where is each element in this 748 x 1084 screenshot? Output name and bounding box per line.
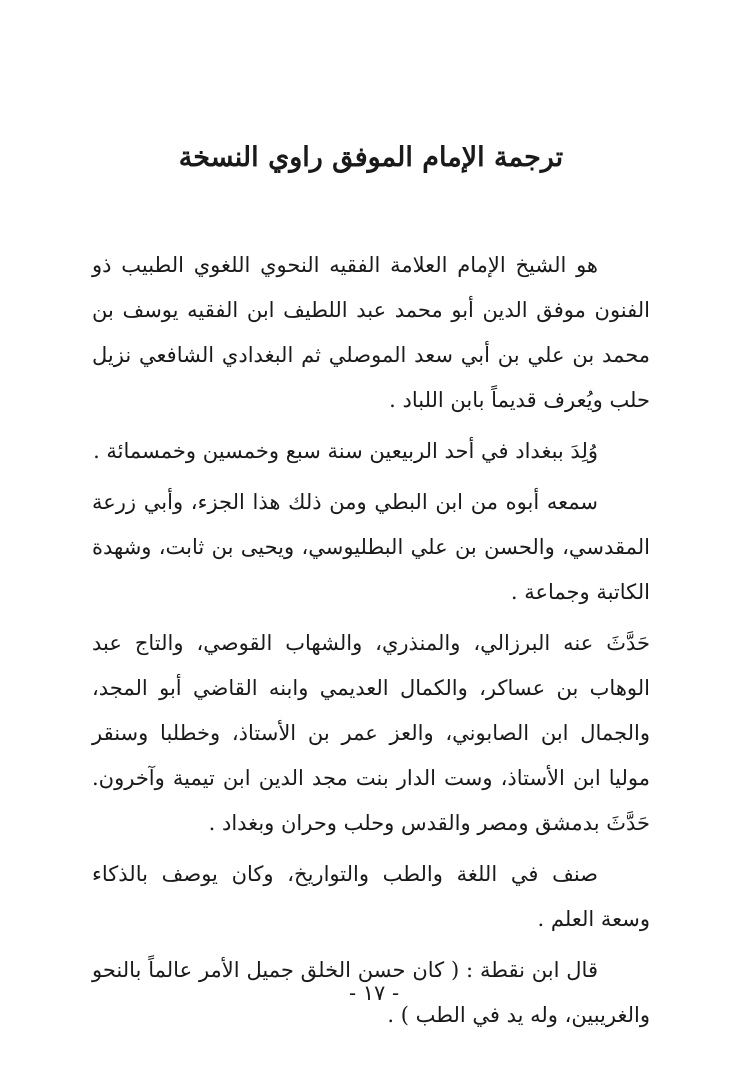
paragraph-lineage: هو الشيخ الإمام العلامة الفقيه النحوي اللغوي الطبيب ذو الفنون موفق الدين أبو محمد عبد اللطيف ابن الفقيه يوسف بن محمد بن علي بن أبي سعد الموصلي ثم البغدادي الشافعي نزيل حلب ويُعرف قديماً بابن اللباد . <box>92 253 650 412</box>
paragraph-birth: وُلِدَ ببغداد في أحد الربيعين سنة سبع وخمسين وخمسمائة . <box>93 439 598 463</box>
paragraph-works: صنف في اللغة والطب والتواريخ، وكان يوصف بالذكاء وسعة العلم . <box>92 862 650 931</box>
page-title: ترجمة الإمام الموفق راوي النسخة <box>178 142 564 173</box>
biography-text <box>92 243 650 1044</box>
page-number: - ١٧ - <box>348 981 400 1005</box>
paragraph-teachers: سمعه أبوه من ابن البطي ومن ذلك هذا الجزء، وأبي زرعة المقدسي، والحسن بن علي البطليوسي، ويحيى بن ثابت، وشهدة الكاتبة وجماعة . <box>92 490 650 604</box>
paragraph-quote: قال ابن نقطة : ( كان حسن الخلق جميل الأمر عالماً بالنحو والغريبين، وله يد في الطب ) . <box>92 958 650 1027</box>
paragraph-students: حَدَّثَ عنه البرزالي، والمنذري، والشهاب القوصي، والتاج عبد الوهاب بن عساكر، والكمال العديمي وابنه القاضي أبو المجد، والجمال ابن الصابوني، والعز عمر بن الأستاذ، وخطلبا وسنقر موليا ابن الأستاذ، وست الدار بنت مجد الدين ابن تيمية وآخرون. حَدَّثَ بدمشق ومصر والقدس وحلب وحران وبغداد . <box>92 631 650 835</box>
